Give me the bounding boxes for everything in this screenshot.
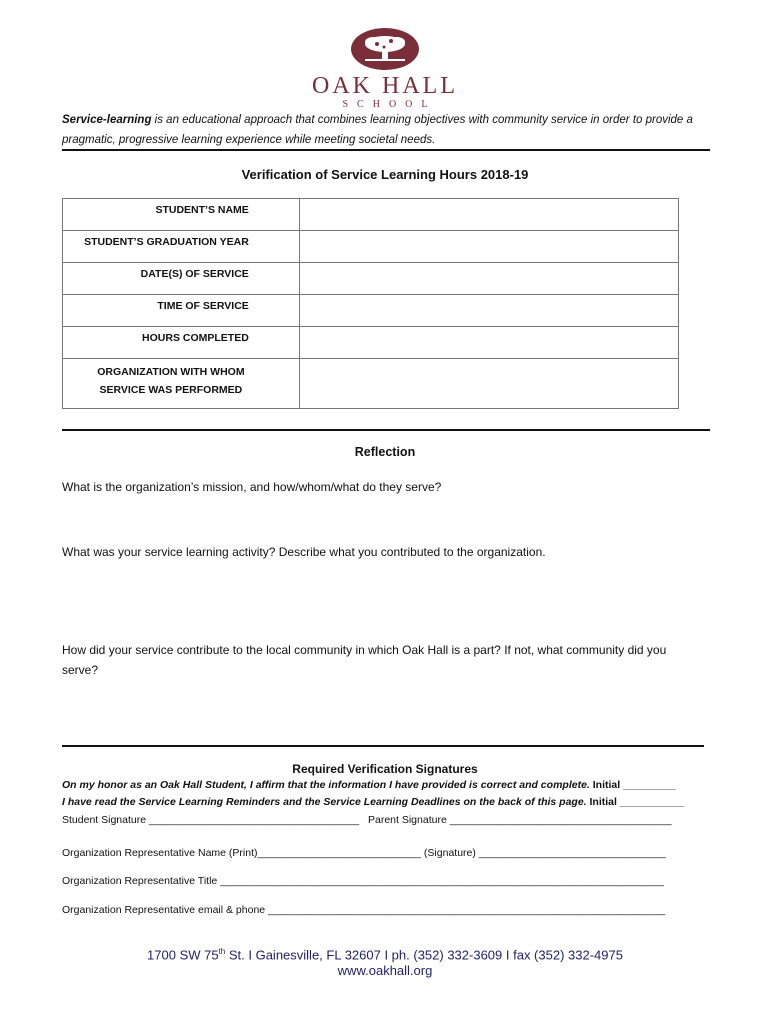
honor-statement-1	[62, 777, 712, 793]
dates-of-service-label: DATE(S) OF SERVICE	[63, 263, 300, 295]
student-name-label: STUDENT’S NAME	[63, 199, 300, 231]
service-info-table	[62, 198, 679, 409]
org-rep-name-field[interactable]: Organization Representative Name (Print)____________________________ (Signature) ________________________________	[62, 847, 666, 859]
oak-tree-emblem-icon	[351, 28, 419, 70]
organization-label: ORGANIZATION WITH WHOM SERVICE WAS PERFORMED	[63, 359, 300, 409]
honor-text-1: On my honor as an Oak Hall Student, I affirm that the information I have provided is correct and complete.	[62, 779, 590, 791]
graduation-year-field[interactable]	[299, 231, 678, 263]
honor-statement-2	[62, 794, 712, 810]
form-title: Verification of Service Learning Hours 2018-19	[241, 167, 529, 182]
table-row	[63, 359, 679, 409]
org-rep-title-field[interactable]: Organization Representative Title ____________________________________________________________________________	[62, 875, 664, 887]
divider	[62, 149, 710, 151]
intro-text: is an educational approach that combines learning objectives with community service in order to provide a pragmatic, progressive learning experience while meeting societal needs.	[62, 114, 693, 146]
table-row	[63, 231, 679, 263]
time-of-service-field[interactable]	[299, 295, 678, 327]
reflection-question-1: What is the organization’s mission, and how/whom/what do they serve?	[62, 480, 442, 494]
signatures-title: Required Verification Signatures	[292, 762, 478, 776]
table-row	[63, 327, 679, 359]
initial-field-1[interactable]: Initial _________	[592, 779, 676, 791]
graduation-year-label: STUDENT’S GRADUATION YEAR	[63, 231, 300, 263]
organization-field[interactable]	[299, 359, 678, 409]
parent-signature-field[interactable]: Parent Signature ______________________________________	[367, 814, 672, 826]
school-subtitle: SCHOOL	[342, 99, 437, 110]
student-name-field[interactable]	[299, 199, 678, 231]
intro-paragraph	[62, 110, 712, 150]
footer-website-link[interactable]: www.oakhall.org	[337, 963, 433, 978]
reflection-title: Reflection	[354, 445, 416, 459]
school-name: OAK HALL	[312, 73, 458, 99]
divider	[62, 429, 710, 431]
org-rep-contact-field[interactable]: Organization Representative email & phone ____________________________________________________________________	[62, 904, 666, 916]
table-row	[63, 263, 679, 295]
honor-text-2: I have read the Service Learning Reminders and the Service Learning Deadlines on the back of this page.	[62, 796, 587, 808]
time-of-service-label: TIME OF SERVICE	[63, 295, 300, 327]
dates-of-service-field[interactable]	[299, 263, 678, 295]
student-signature-field[interactable]: Student Signature ____________________________________	[62, 814, 360, 826]
hours-completed-label: HOURS COMPLETED	[63, 327, 300, 359]
student-parent-signature-line	[62, 812, 712, 828]
table-row	[63, 199, 679, 231]
reflection-question-3: How did your service contribute to the local community in which Oak Hall is a part? If not, what community did you serve?	[62, 643, 667, 677]
hours-completed-field[interactable]	[299, 327, 678, 359]
table-row	[63, 295, 679, 327]
footer-address: 1700 SW 75th St. I Gainesville, FL 32607 I ph. (352) 332-3609 I fax (352) 332-4975	[147, 947, 623, 963]
reflection-question-2: What was your service learning activity? Describe what you contributed to the organization.	[62, 545, 546, 559]
school-logo	[0, 28, 770, 111]
intro-term: Service-learning	[62, 114, 152, 126]
initial-field-2[interactable]: Initial ___________	[589, 796, 685, 808]
divider	[62, 745, 704, 747]
